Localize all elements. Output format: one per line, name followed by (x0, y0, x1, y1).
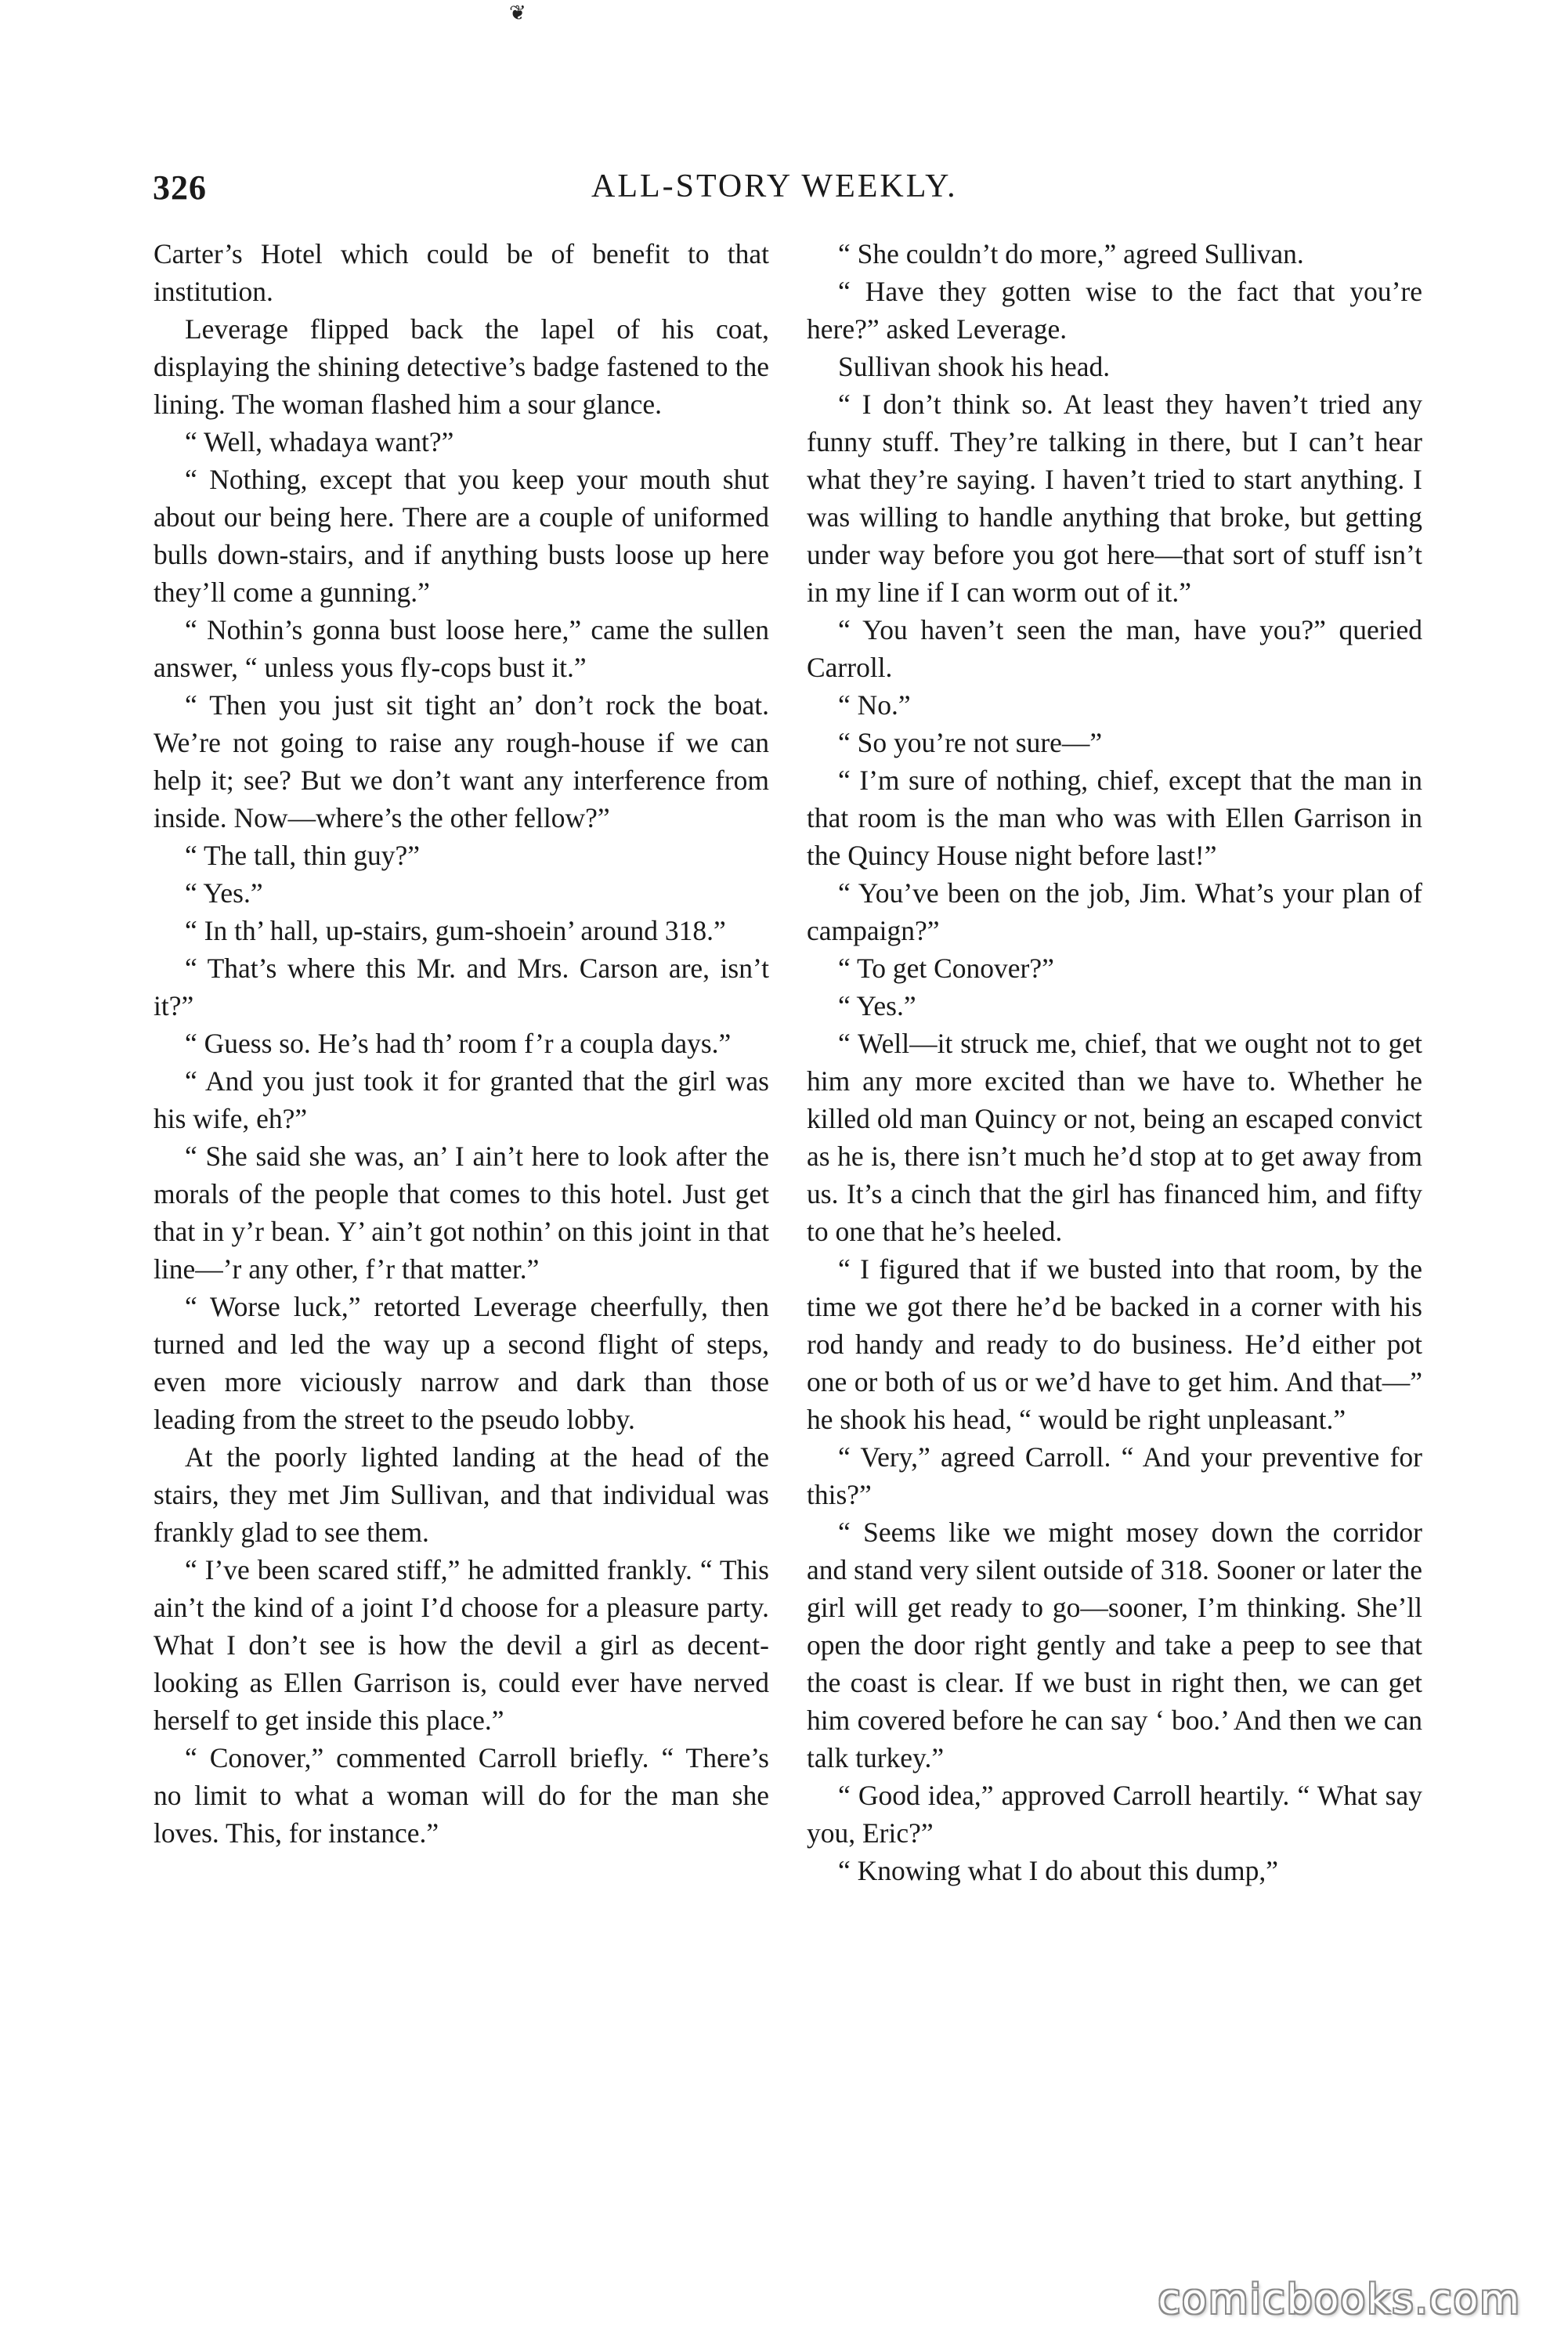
right-column (807, 235, 1422, 1889)
running-head: ALL-STORY WEEKLY. (591, 168, 958, 204)
paragraph: Carter’s Hotel which could be of benefit to that institution. (154, 238, 769, 307)
paragraph: “ Good idea,” approved Carroll heartily. “ What say you, Eric?” (807, 1780, 1422, 1849)
paragraph: “ Have they gotten wise to the fact that you’re here?” asked Leverage. (807, 276, 1422, 345)
page-number: 326 (153, 168, 207, 207)
paragraph: “ Conover,” commented Carroll briefly. “ There’s no limit to what a woman will do for the man she loves. This, for instance.” (154, 1742, 769, 1849)
paragraph: “ Well, whadaya want?” (185, 426, 454, 457)
paragraph: “ Yes.” (185, 877, 263, 909)
paragraph: “ You’ve been on the job, Jim. What’s your plan of campaign?” (807, 877, 1422, 946)
paragraph: “ I figured that if we busted into that room, by the time we got there he’d be backed in a corner with his rod handy and ready to do business. He’d either pot one or both of us or we’d have to get him. And that—” he shook his head, “ would be right unpleasant.” (807, 1253, 1422, 1435)
paragraph: “ Nothin’s gonna bust loose here,” came the sullen answer, “ unless yous fly-cops bust it.” (154, 614, 769, 683)
paragraph: “ Guess so. He’s had th’ room f’r a coupla days.” (185, 1028, 732, 1059)
paragraph: “ Very,” agreed Carroll. “ And your preventive for this?” (807, 1441, 1422, 1510)
paragraph: “ No.” (838, 689, 911, 721)
paragraph: At the poorly lighted landing at the head of the stairs, they met Jim Sullivan, and that individual was frankly glad to see them. (154, 1441, 769, 1548)
paragraph: “ To get Conover?” (838, 953, 1054, 984)
paragraph: “ That’s where this Mr. and Mrs. Carson are, isn’t it?” (154, 953, 769, 1021)
paragraph: “ I’m sure of nothing, chief, except that the man in that room is the man who was with Ellen Garrison in the Quincy House night before last!” (807, 765, 1422, 871)
top-ink-mark: ❦ (509, 2, 526, 25)
paragraph: “ So you’re not sure—” (838, 727, 1103, 758)
paragraph: “ She said she was, an’ I ain’t here to look after the morals of the people that comes to this hotel. Just get that in y’r bean. Y’ ain’t got nothin’ on this joint in that line—’r any other, f’r that matter.” (154, 1141, 769, 1285)
paragraph: “ Seems like we might mosey down the corridor and stand very silent outside of 318. Sooner or later the girl will get ready to go—sooner, I’m thinking. She’ll open the door right gently and take a peep to see that the coast is clear. If we bust in right then, we can get him covered before he can say ‘ boo.’ And then we can talk turkey.” (807, 1517, 1422, 1773)
paragraph: “ Well—it struck me, chief, that we ought not to get him any more excited than we have to. Whether he killed old man Quincy or not, being an escaped convict as he is, there isn’t much he’d stop at to get away from us. It’s a cinch that the girl has financed him, and fifty to one that he’s heeled. (807, 1028, 1422, 1247)
paragraph: “ You haven’t seen the man, have you?” queried Carroll. (807, 614, 1422, 683)
paragraph: Sullivan shook his head. (838, 351, 1111, 382)
paragraph: “ Worse luck,” retorted Leverage cheerfully, then turned and led the way up a second flight of steps, even more viciously narrow and dark than those leading from the street to the pseudo lobby. (154, 1291, 769, 1435)
paragraph: “ And you just took it for granted that the girl was his wife, eh?” (154, 1065, 769, 1134)
paragraph: “ She couldn’t do more,” agreed Sullivan. (838, 238, 1304, 269)
paragraph: “ In th’ hall, up-stairs, gum-shoein’ around 318.” (185, 915, 726, 946)
paragraph: Leverage flipped back the lapel of his coat, displaying the shining detective’s badge fastened to the lining. The woman flashed him a sour glance. (154, 313, 769, 420)
watermark: comicbooks.com (1158, 2276, 1521, 2323)
paragraph: “ Knowing what I do about this dump,” (838, 1855, 1279, 1886)
paragraph: “ I don’t think so. At least they haven’t tried any funny stuff. They’re talking in there, but I can’t hear what they’re saying. I haven’t tried to start anything. I was willing to handle anything that broke, but getting under way before you got here—that sort of stuff isn’t in my line if I can worm out of it.” (807, 389, 1422, 608)
paragraph: “ Then you just sit tight an’ don’t rock the boat. We’re not going to raise any rough-house if we can help it; see? But we don’t want any interference from inside. Now—where’s the other fellow?” (154, 689, 769, 833)
paragraph: “ I’ve been scared stiff,” he admitted frankly. “ This ain’t the kind of a joint I’d choose for a pleasure party. What I don’t see is how the devil a girl as decent-looking as Ellen Garrison is, could ever have nerved herself to get inside this place.” (154, 1554, 769, 1736)
paragraph: “ Nothing, except that you keep your mouth shut about our being here. There are a couple of uniformed bulls down-stairs, and if anything busts loose up here they’ll come a gunning.” (154, 464, 769, 608)
left-column (154, 235, 769, 1852)
page-header (153, 168, 1437, 215)
paragraph: “ The tall, thin guy?” (185, 840, 421, 871)
paragraph: “ Yes.” (838, 990, 916, 1021)
